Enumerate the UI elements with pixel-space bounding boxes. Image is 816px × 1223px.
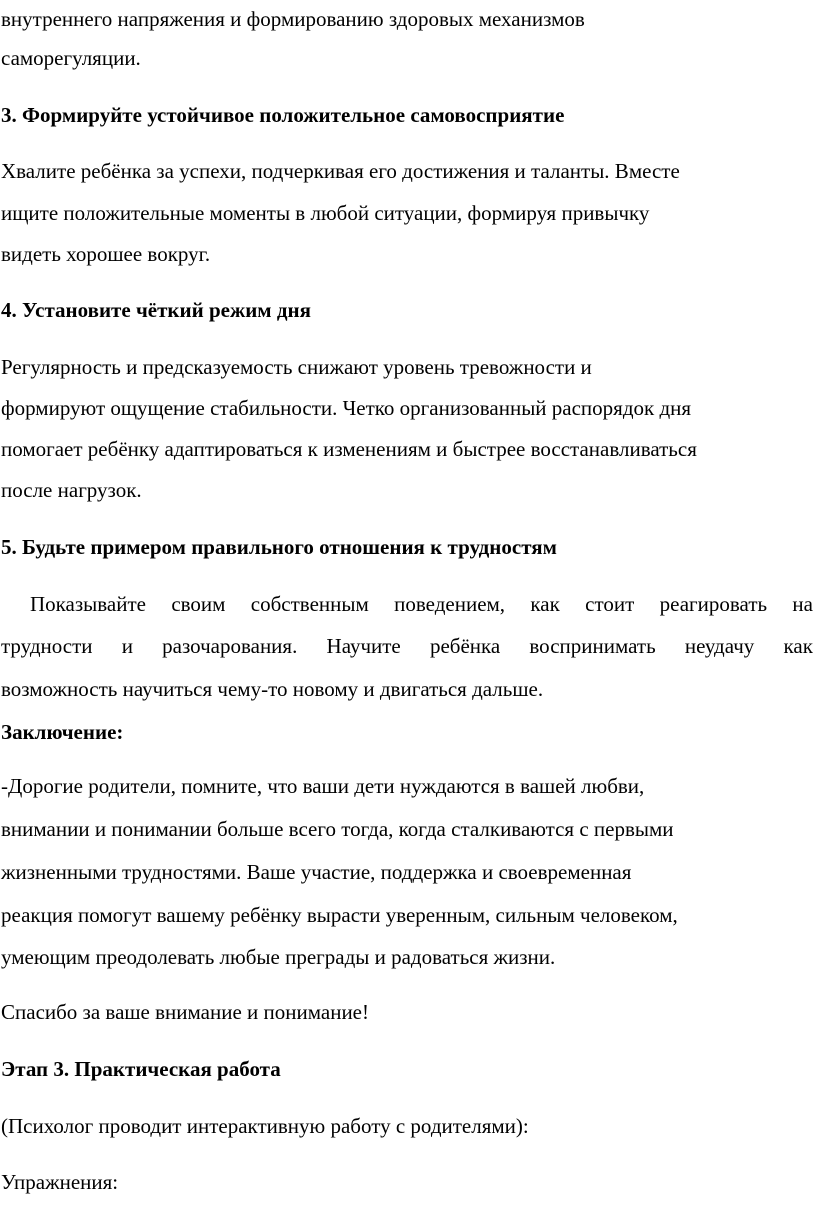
word: как	[530, 592, 560, 616]
exercises-label: Упражнения:	[1, 1170, 119, 1194]
word: собственным	[250, 592, 369, 616]
stage-3-note: (Психолог проводит интерактивную работу с родителями):	[1, 1114, 529, 1138]
justified-line-2	[1, 633, 813, 659]
stage-3-heading: Этап 3. Практическая работа	[1, 1057, 281, 1081]
section-3-heading: 3. Формируйте устойчивое положительное самовосприятие	[1, 103, 565, 127]
word: трудности	[1, 634, 93, 658]
paragraph-line: жизненными трудностями. Ваше участие, поддержка и своевременная	[1, 860, 632, 884]
paragraph-line: видеть хорошее вокруг.	[1, 242, 211, 266]
paragraph-line: умеющим преодолевать любые преграды и радоваться жизни.	[1, 945, 556, 969]
word: и	[121, 634, 133, 658]
word: Научите	[326, 634, 401, 658]
word: воспринимать	[529, 634, 656, 658]
section-4-heading: 4. Установите чёткий режим дня	[1, 298, 311, 322]
paragraph-line: -Дорогие родители, помните, что ваши дети нуждаются в вашей любви,	[1, 774, 645, 798]
intro-line: внутреннего напряжения и формированию здоровых механизмов	[1, 7, 585, 31]
word: Показывайте	[30, 592, 146, 616]
paragraph-line: возможность научиться чему-то новому и двигаться дальше.	[1, 677, 544, 701]
paragraph-line: после нагрузок.	[1, 478, 142, 502]
word: на	[792, 592, 813, 616]
word: разочарования.	[162, 634, 298, 658]
paragraph-line: формируют ощущение стабильности. Четко организованный распорядок дня	[1, 396, 692, 420]
justified-line-1	[30, 591, 813, 617]
paragraph-line: Регулярность и предсказуемость снижают уровень тревожности и	[1, 355, 592, 379]
word: как	[783, 634, 813, 658]
paragraph-line: внимании и понимании больше всего тогда, когда сталкиваются с первыми	[1, 817, 674, 841]
word: стоит	[585, 592, 635, 616]
word: своим	[171, 592, 226, 616]
word: реагировать	[659, 592, 768, 616]
conclusion-heading: Заключение:	[1, 720, 124, 744]
word: ребёнка	[429, 634, 501, 658]
paragraph-line: реакция помогут вашему ребёнку вырасти уверенным, сильным человеком,	[1, 903, 678, 927]
word: поведением,	[394, 592, 506, 616]
thanks-line: Спасибо за ваше внимание и понимание!	[1, 1000, 369, 1024]
paragraph-line: Хвалите ребёнка за успехи, подчеркивая его достижения и таланты. Вместе	[1, 159, 680, 183]
word: неудачу	[684, 634, 755, 658]
section-5-heading: 5. Будьте примером правильного отношения к трудностям	[1, 535, 557, 559]
intro-line: саморегуляции.	[1, 46, 141, 70]
paragraph-line: ищите положительные моменты в любой ситуации, формируя привычку	[1, 201, 650, 225]
paragraph-line: помогает ребёнку адаптироваться к изменениям и быстрее восстанавливаться	[1, 437, 697, 461]
